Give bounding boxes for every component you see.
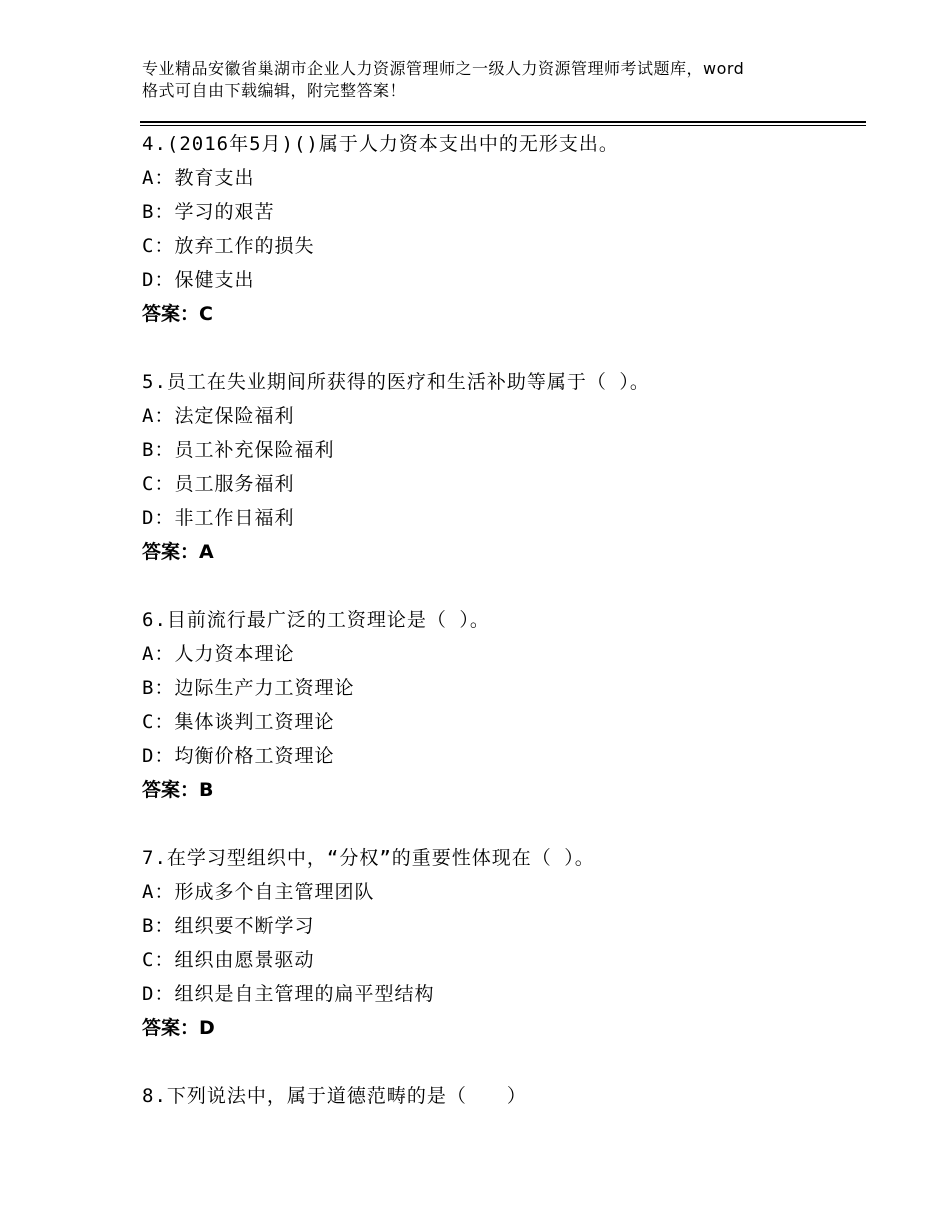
answer-text: 答案：C xyxy=(142,303,213,325)
option-b: B：员工补充保险福利 xyxy=(142,439,335,461)
option-d: D：非工作日福利 xyxy=(142,507,295,529)
question-5 xyxy=(142,365,862,569)
question-stem: 4.(2016年5月)()属于人力资本支出中的无形支出。 xyxy=(142,133,619,155)
option-d: D：保健支出 xyxy=(142,269,255,291)
question-stem: 5.员工在失业期间所获得的医疗和生活补助等属于（ ）。 xyxy=(142,371,650,393)
question-stem: 8.下列说法中，属于道德范畴的是（ ） xyxy=(142,1085,527,1107)
option-b: B：边际生产力工资理论 xyxy=(142,677,355,699)
document-header xyxy=(142,58,842,102)
question-4 xyxy=(142,127,862,331)
option-d: D：均衡价格工资理论 xyxy=(142,745,335,767)
question-stem: 6.目前流行最广泛的工资理论是（ ）。 xyxy=(142,609,490,631)
question-spacer xyxy=(142,807,862,841)
option-a: A：教育支出 xyxy=(142,167,255,189)
option-c: C：组织由愿景驱动 xyxy=(142,949,315,971)
question-6 xyxy=(142,603,862,807)
option-a: A：法定保险福利 xyxy=(142,405,295,427)
question-stem: 7.在学习型组织中，“分权”的重要性体现在（ ）。 xyxy=(142,847,595,869)
option-c: C：员工服务福利 xyxy=(142,473,295,495)
question-spacer xyxy=(142,569,862,603)
question-7 xyxy=(142,841,862,1045)
option-c: C：集体谈判工资理论 xyxy=(142,711,335,733)
option-b: B：学习的艰苦 xyxy=(142,201,275,223)
option-a: A：形成多个自主管理团队 xyxy=(142,881,375,903)
header-line-2: 格式可自由下载编辑，附完整答案！ xyxy=(142,81,407,100)
question-list xyxy=(142,127,862,1113)
header-divider-thin xyxy=(140,125,866,126)
option-c: C：放弃工作的损失 xyxy=(142,235,315,257)
question-spacer xyxy=(142,1045,862,1079)
answer-text: 答案：D xyxy=(142,1017,215,1039)
answer-text: 答案：B xyxy=(142,779,214,801)
header-divider-thick xyxy=(140,121,866,123)
question-spacer xyxy=(142,331,862,365)
option-a: A：人力资本理论 xyxy=(142,643,295,665)
answer-text: 答案：A xyxy=(142,541,214,563)
question-8 xyxy=(142,1079,862,1113)
option-d: D：组织是自主管理的扁平型结构 xyxy=(142,983,435,1005)
option-b: B：组织要不断学习 xyxy=(142,915,315,937)
header-line-1: 专业精品安徽省巢湖市企业人力资源管理师之一级人力资源管理师考试题库，word xyxy=(142,59,745,78)
